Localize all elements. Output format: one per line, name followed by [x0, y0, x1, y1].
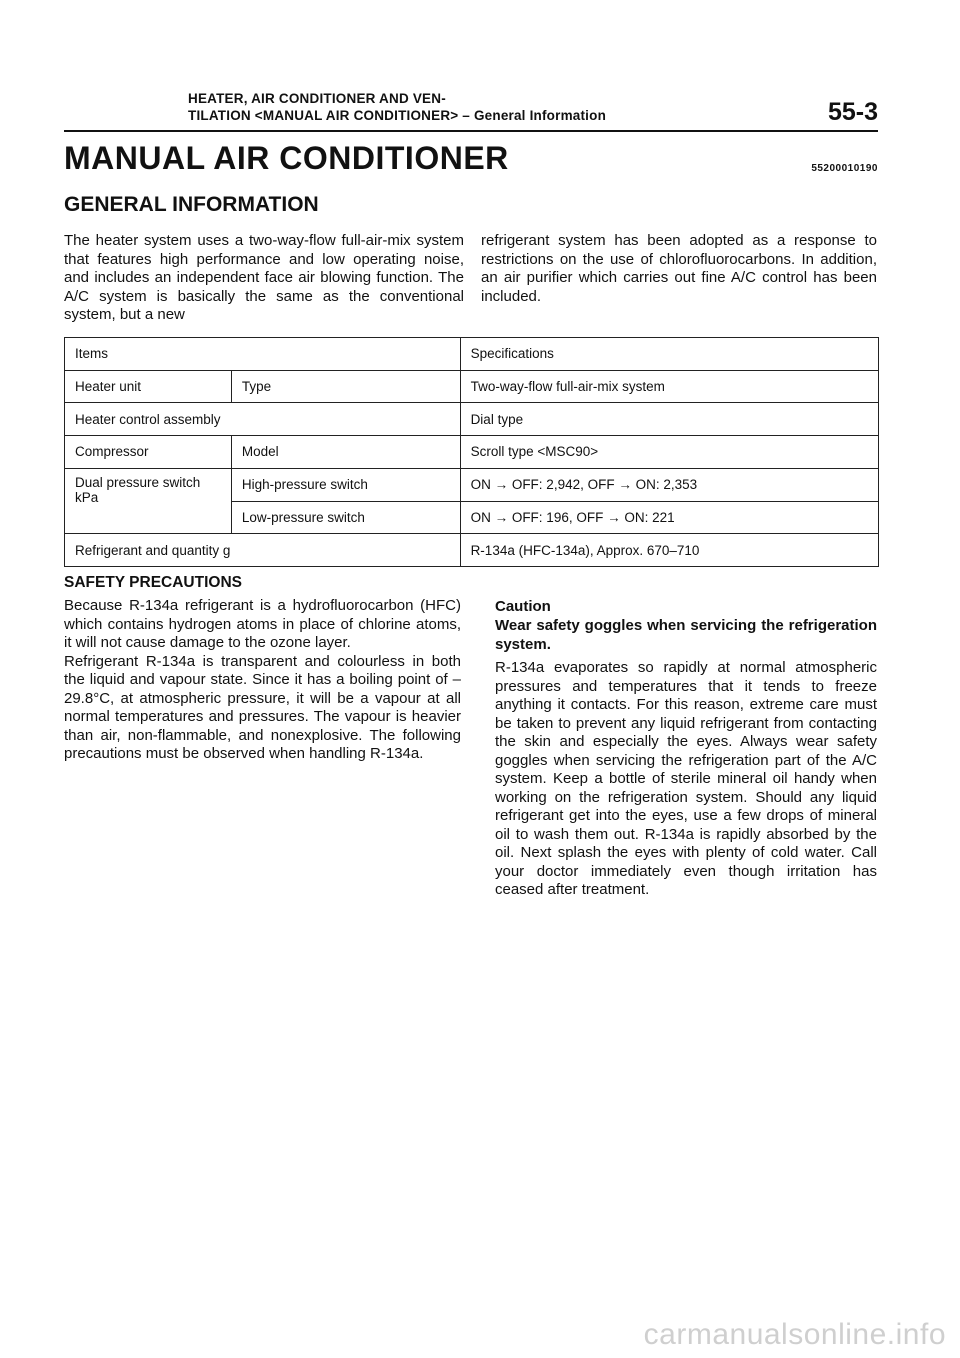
caution-text: Wear safety goggles when servicing the refrigeration system. — [495, 617, 877, 653]
intro-paragraph-right: refrigerant system has been adopted as a response to restrictions on the use of chlorofluorocarbons. In addition, an air purifier which carries out fine A/C control has been included. — [481, 232, 877, 305]
table-cell: Two-way-flow full-air-mix system — [460, 370, 878, 403]
specifications-table — [64, 337, 879, 567]
safety-heading: SAFETY PRECAUTIONS — [64, 574, 242, 591]
table-header-items: Items — [65, 338, 461, 371]
table-cell: High-pressure switch — [231, 468, 460, 501]
table-cell: Type — [231, 370, 460, 403]
table-cell: Compressor — [65, 436, 232, 469]
page-number: 55-3 — [827, 98, 878, 126]
header-section-line1: HEATER, AIR CONDITIONER AND VEN- — [188, 91, 446, 106]
section-title: GENERAL INFORMATION — [64, 193, 319, 216]
caution-body: R-134a evaporates so rapidly at normal atmospheric pressures and temperatures that it tends to freeze anything it contacts. For this reason, extreme care must be taken to prevent any liquid refrigerant from contacting the skin and especially the eyes. Always wear safety goggles when servicing the refrigeration part of the A/C system. Keep a bottle of sterile mineral oil handy when working on the refrigeration system. Should any liquid refrigerant get into the eyes, use a few drops of mineral oil to wash them out. R-134a is rapidly absorbed by the oil. Next splash the eyes with plenty of cold water. Call your doctor immediately even though irritation has ceased after treatment. — [495, 659, 877, 898]
table-cell: Dial type — [460, 403, 878, 436]
table-row — [65, 370, 879, 403]
intro-paragraph-left: The heater system uses a two-way-flow full-air-mix system that features high performance and low operating noise, and includes an independent face air blowing function. The A/C system is basically the same as the conventional system, but a new — [64, 232, 464, 323]
caution-label: Caution — [495, 598, 551, 615]
table-cell: Heater unit — [65, 370, 232, 403]
table-cell: Refrigerant and quantity g — [65, 534, 461, 567]
table-cell: Low-pressure switch — [231, 501, 460, 534]
safety-paragraph-2: Refrigerant R-134a is transparent and colourless in both the liquid and vapour state. Since it has a boiling point of –29.8°C, at atmospheric pressure, it will be a vapour at all normal temperatures and pressures. The vapour is heavier than air, non-flammable, and nonexplosive. The following precautions must be observed when handling R-134a. — [64, 652, 461, 762]
table-row — [65, 534, 879, 567]
table-cell: R-134a (HFC-134a), Approx. 670–710 — [460, 534, 878, 567]
document-code: 55200010190 — [811, 163, 878, 174]
table-cell: ON → OFF: 196, OFF → ON: 221 — [460, 501, 878, 534]
table-cell: Dual pressure switch kPa — [65, 468, 232, 533]
table-header-specifications: Specifications — [460, 338, 878, 371]
table-row — [65, 436, 879, 469]
table-row — [65, 338, 879, 371]
table-row — [65, 403, 879, 436]
header-rule — [64, 130, 878, 132]
watermark: carmanualsonline.info — [643, 1318, 946, 1351]
table-cell: Scroll type <MSC90> — [460, 436, 878, 469]
table-cell: ON → OFF: 2,942, OFF → ON: 2,353 — [460, 468, 878, 501]
table-cell: Model — [231, 436, 460, 469]
page-title: MANUAL AIR CONDITIONER — [64, 140, 509, 176]
table-cell: Heater control assembly — [65, 403, 461, 436]
table-row — [65, 468, 879, 501]
safety-paragraph-1: Because R-134a refrigerant is a hydrofluorocarbon (HFC) which contains hydrogen atoms in place of chlorine atoms, it will not cause damage to the ozone layer. — [64, 597, 461, 651]
safety-text — [64, 597, 461, 764]
running-header — [188, 90, 606, 124]
header-section-line2: TILATION <MANUAL AIR CONDITIONER> – General Information — [188, 108, 607, 123]
